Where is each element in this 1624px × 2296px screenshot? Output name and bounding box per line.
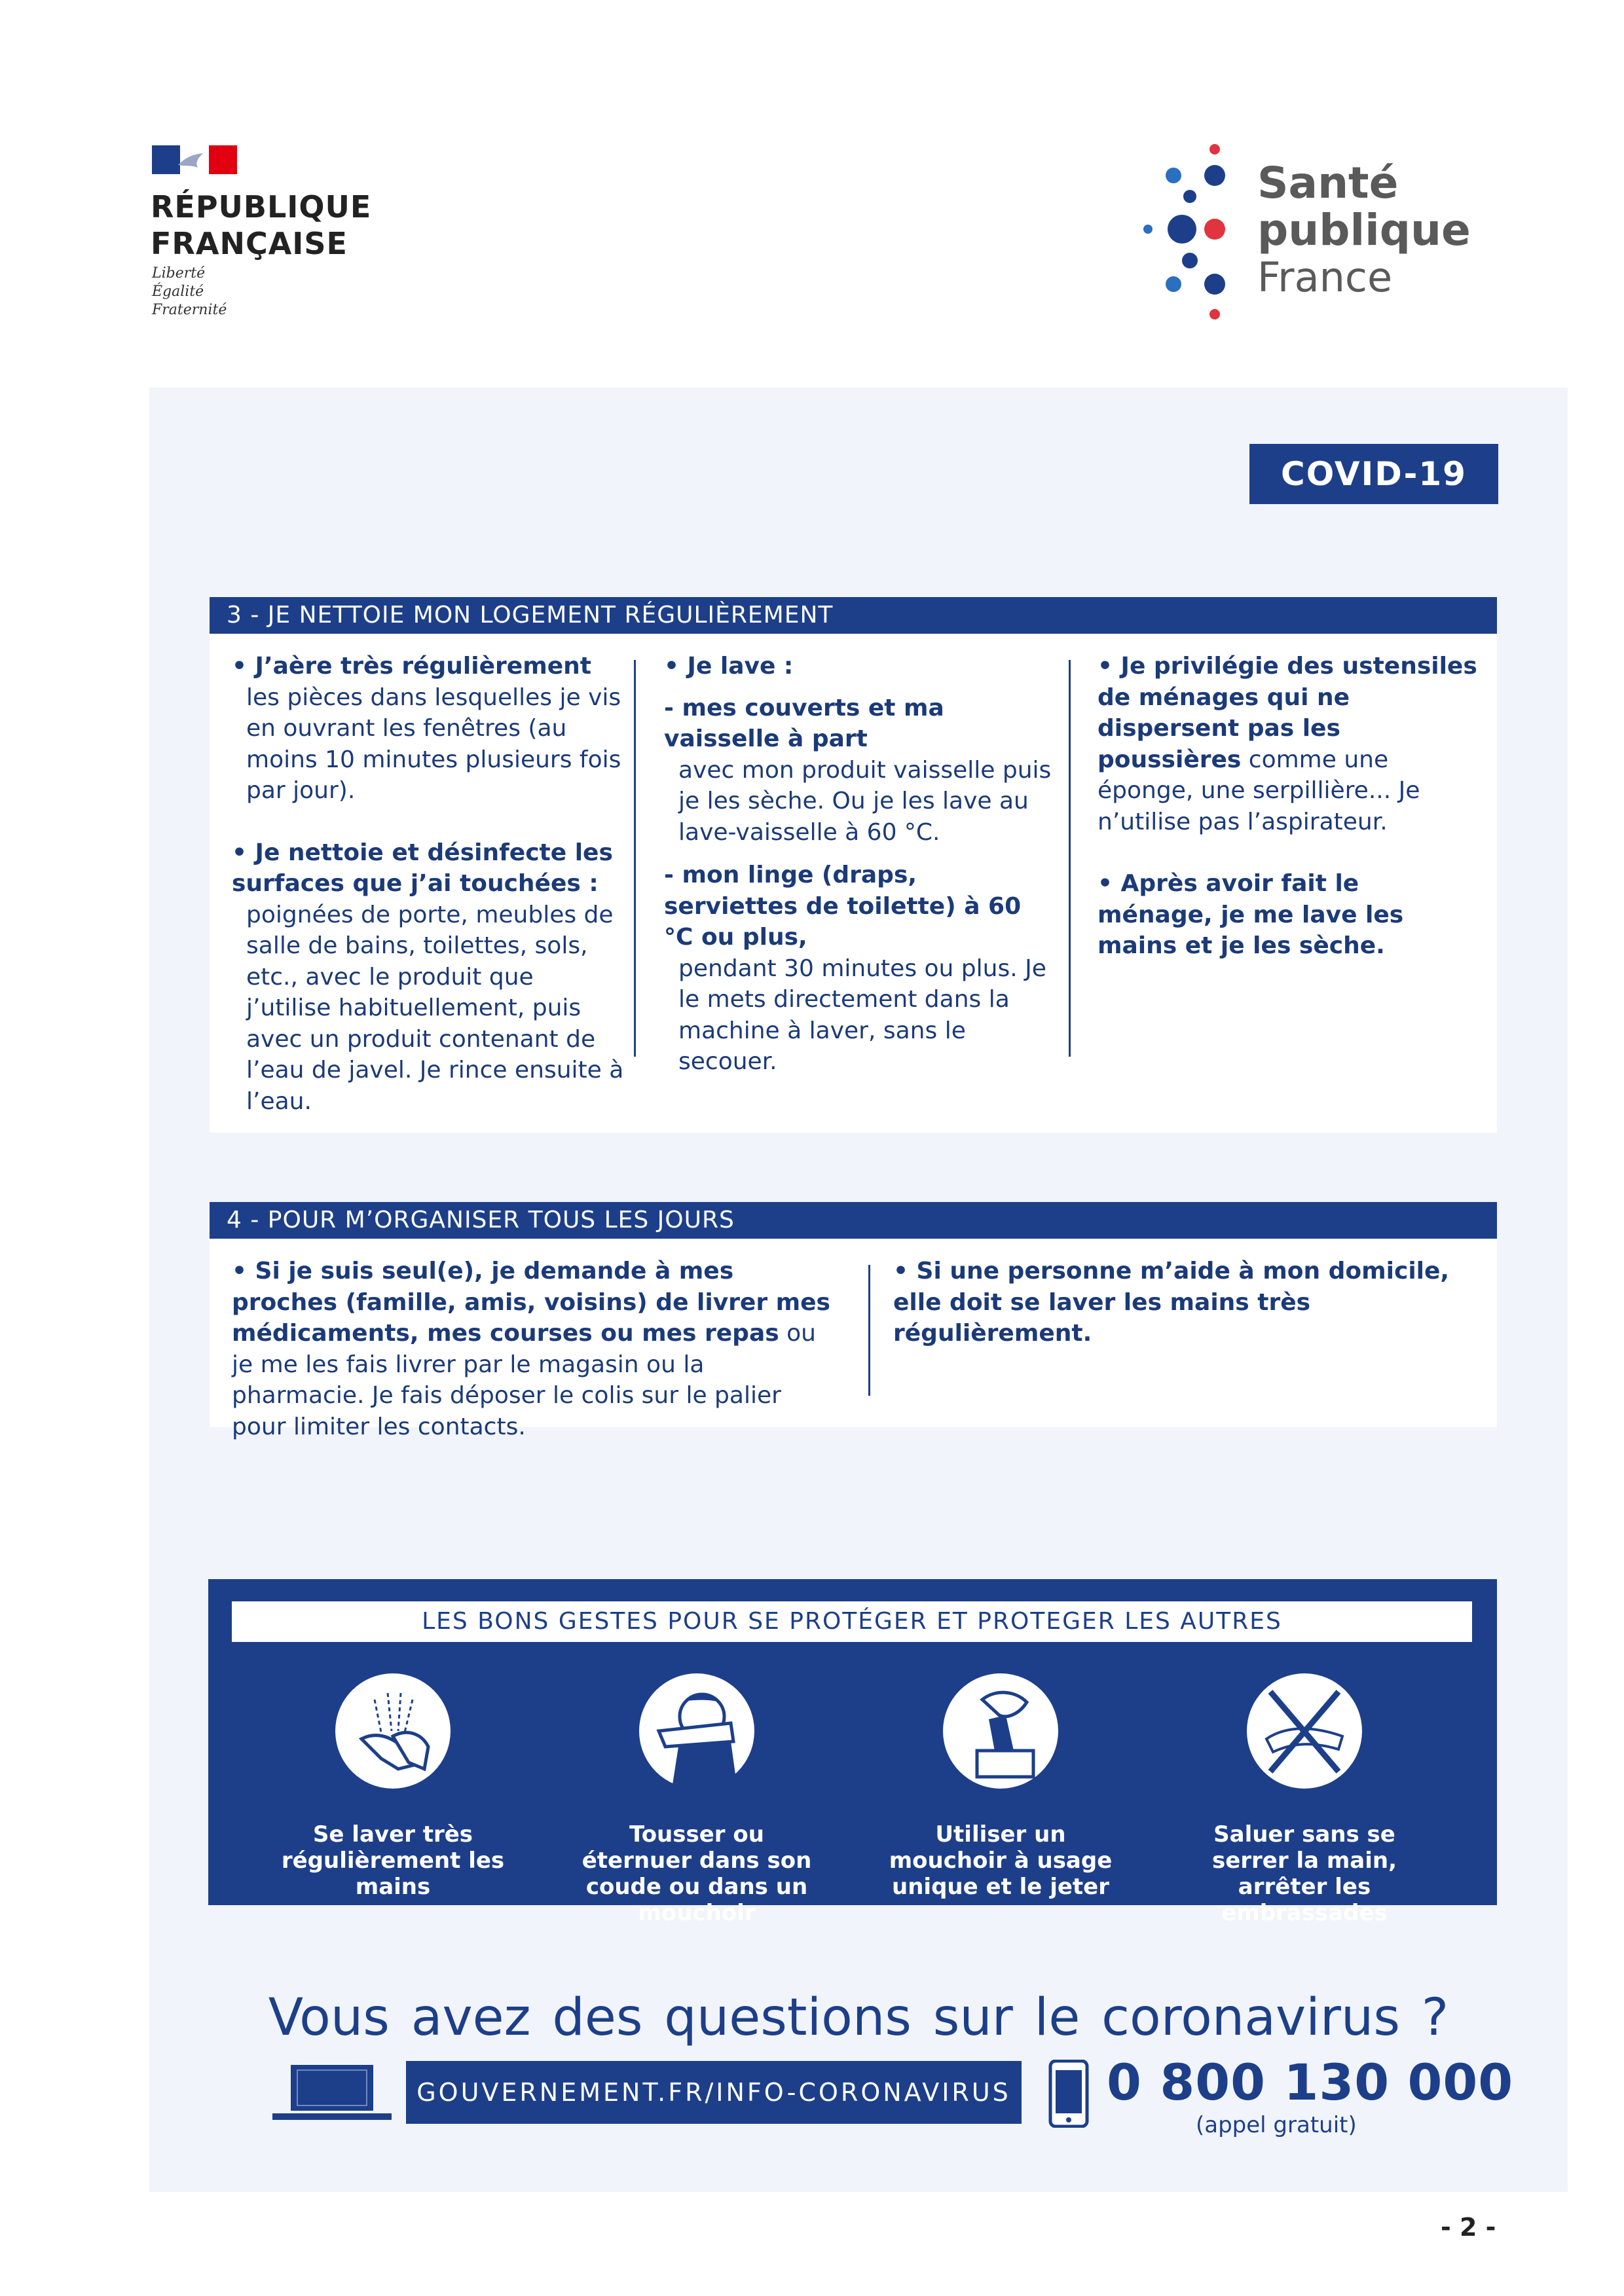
- sante-publique-france-wordmark: Santé publique France: [1257, 158, 1471, 301]
- section-4-col-2: [893, 1256, 1483, 1349]
- info-coronavirus-link[interactable]: GOUVERNEMENT.FR/INFO-CORONAVIRUS: [406, 2061, 1022, 2124]
- cough-elbow-caption: Tousser ou éternuer dans son coude ou dans un mouchoir: [581, 1821, 812, 1926]
- laptop-icon: [270, 2061, 394, 2124]
- marianne-logo-icon: [152, 145, 237, 174]
- republique-francaise-title: RÉPUBLIQUE FRANÇAISE: [151, 189, 372, 261]
- livraison-heading: • Si je suis seul(e), je demande à mes proches (famille, amis, voisins) de livrer mes médicaments, mes courses ou mes repas: [232, 1258, 830, 1347]
- section-3-col-2: [664, 651, 1057, 1108]
- sante-publique-logo-icon: [1116, 137, 1247, 334]
- column-divider: [868, 1265, 870, 1396]
- section-4-title: 4 - POUR M’ORGANISER TOUS LES JOURS: [210, 1202, 1497, 1239]
- section-organisation: [210, 1202, 1497, 1440]
- apres-menage-text: • Après avoir fait le ménage, je me lave les mains et je les sèche.: [1098, 870, 1404, 959]
- phone-number[interactable]: 0 800 130 000: [1107, 2053, 1514, 2111]
- aeration-heading: • J’aère très régulièrement: [232, 653, 591, 680]
- bons-gestes-title: LES BONS GESTES POUR SE PROTÉGER ET PROTEGER LES AUTRES: [232, 1601, 1472, 1642]
- desinfection-text: poignées de porte, meubles de salle de bains, toilettes, sols, etc., avec le produit que j’utilise habituellement, puis avec un produit contenant de l’eau de javel. Je rince ensuite à l’eau.: [246, 901, 624, 1115]
- aide-domicile-text: • Si une personne m’aide à mon domicile, elle doit se laver les mains très régulièrement.: [893, 1258, 1450, 1347]
- ustensiles-heading: • Je privilégie des ustensiles de ménages qui ne dispersent pas les poussières: [1098, 653, 1477, 773]
- bons-gestes-banner: [208, 1579, 1497, 1926]
- section-4-col-1: [232, 1256, 841, 1442]
- desinfection-heading: • Je nettoie et désinfecte les surfaces que j’ai touchées :: [232, 839, 613, 897]
- aeration-text: les pièces dans lesquelles je vis en ouvrant les fenêtres (au moins 10 minutes plusieurs fois par jour).: [246, 683, 621, 804]
- lavage-heading: • Je lave :: [664, 653, 794, 680]
- column-divider: [1069, 660, 1071, 1057]
- vaisselle-text: avec mon produit vaisselle puis je les sèche. Ou je les lave au lave-vaisselle à 60 °C.: [678, 756, 1052, 846]
- tissue-icon: [943, 1673, 1058, 1789]
- handwash-caption: Se laver très régulièrement les mains: [281, 1821, 505, 1900]
- section-3-title: 3 - JE NETTOIE MON LOGEMENT RÉGULIÈREMENT: [210, 597, 1497, 634]
- linge-heading: - mon linge (draps, serviettes de toilette) à 60 °C ou plus,: [664, 862, 1022, 951]
- questions-heading: Vous avez des questions sur le coronavirus ?: [268, 1988, 1449, 2047]
- section-nettoyage: [210, 597, 1497, 1133]
- section-3-col-3: [1098, 651, 1477, 993]
- smartphone-icon: [1048, 2060, 1090, 2128]
- cough-elbow-icon: [639, 1673, 754, 1789]
- column-divider: [634, 660, 636, 1057]
- ustensiles-text: comme une éponge, une serpillière... Je n’utilise pas l’aspirateur.: [1098, 746, 1420, 835]
- page-number: - 2 -: [1441, 2213, 1496, 2242]
- covid-badge: COVID-19: [1249, 444, 1498, 504]
- republique-motto: Liberté Égalité Fraternité: [152, 265, 227, 318]
- section-3-col-1: [232, 651, 625, 1148]
- phone-note: (appel gratuit): [1196, 2112, 1357, 2138]
- no-handshake-caption: Saluer sans se serrer la main, arrêter les embrassades: [1211, 1821, 1397, 1926]
- linge-text: pendant 30 minutes ou plus. Je le mets directement dans la machine à laver, sans le secouer.: [678, 955, 1046, 1075]
- handwash-icon: [335, 1673, 451, 1789]
- tissue-caption: Utiliser un mouchoir à usage unique et le jeter: [889, 1821, 1113, 1900]
- no-handshake-icon: [1247, 1673, 1362, 1789]
- vaisselle-heading: - mes couverts et ma vaisselle à part: [664, 694, 944, 752]
- livraison-text: ou je me les fais livrer par le magasin ou la pharmacie. Je fais déposer le colis sur le palier pour limiter les contacts.: [232, 1320, 816, 1440]
